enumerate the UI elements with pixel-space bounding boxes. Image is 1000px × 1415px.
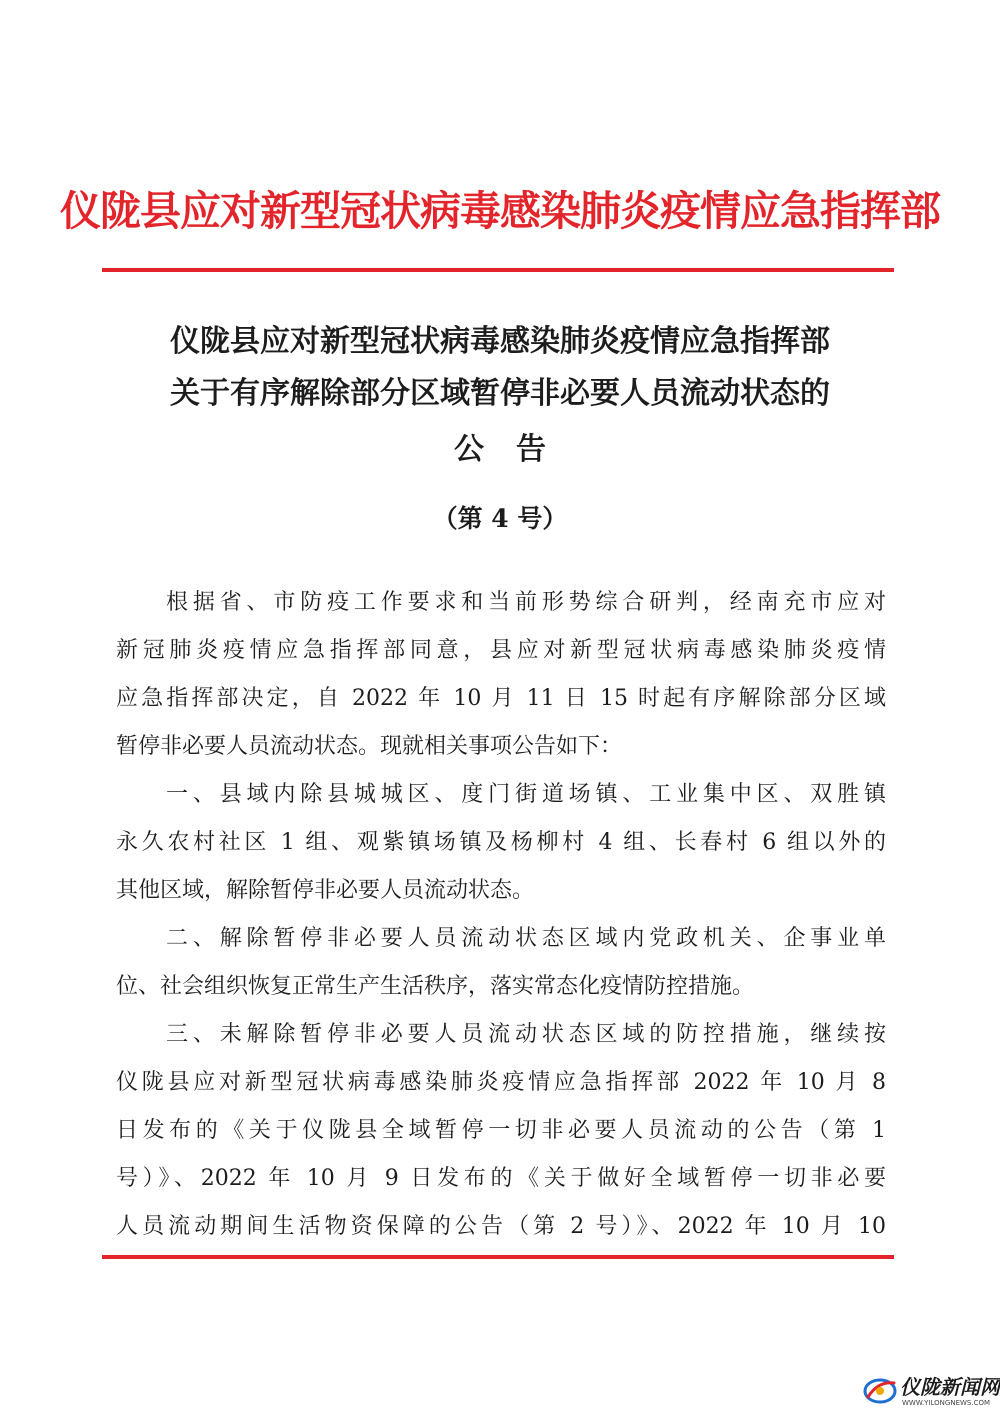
swirl-logo-icon xyxy=(862,1373,898,1407)
letterhead-title: 仪陇县应对新型冠状病毒感染肺炎疫情应急指挥部 xyxy=(60,187,940,235)
body-line: 新冠肺炎疫情应急指挥部同意，县应对新型冠状病毒感染肺炎疫情 xyxy=(116,638,886,663)
notice-title-line-1: 仪陇县应对新型冠状病毒感染肺炎疫情应急指挥部 xyxy=(170,324,830,359)
body-line: 应急指挥部决定，自 2022 年 10 月 11 日 15 时起有序解除部分区域 xyxy=(116,686,886,711)
red-divider-top xyxy=(102,268,894,272)
body-line: 根据省、市防疫工作要求和当前形势综合研判，经南充市应对 xyxy=(166,590,886,615)
body-line: 二、解除暂停非必要人员流动状态区域内党政机关、企事业单 xyxy=(166,926,886,951)
site-watermark-logo xyxy=(862,1373,1000,1409)
body-line: 永久农村社区 1 组、观紫镇场镇及杨柳村 4 组、长春村 6 组以外的 xyxy=(116,830,886,855)
body-line: 日发布的《关于仪陇县全域暂停一切非必要人员流动的公告（第 1 xyxy=(116,1118,886,1143)
body-line: 一、县域内除县城城区、度门街道场镇、工业集中区、双胜镇 xyxy=(166,782,886,807)
body-line: 位、社会组织恢复正常生产生活秩序，落实常态化疫情防控措施。 xyxy=(116,974,755,999)
body-line: 号）》、2022 年 10 月 9 日发布的《关于做好全域暂停一切非必要 xyxy=(116,1166,886,1191)
document-number: （第 4 号） xyxy=(432,504,568,533)
body-line: 暂停非必要人员流动状态。现就相关事项公告如下： xyxy=(116,734,623,759)
notice-title-line-3: 公告 xyxy=(454,432,578,467)
site-brand-name: 仪陇新闻网 xyxy=(900,1375,1000,1399)
body-line: 三、未解除暂停非必要人员流动状态区域的防控措施，继续按 xyxy=(166,1022,886,1047)
site-url: WWW.YILONGNEWS.COM xyxy=(902,1399,991,1407)
red-divider-bottom xyxy=(102,1255,894,1259)
body-line: 其他区域，解除暂停非必要人员流动状态。 xyxy=(116,878,535,903)
notice-title-line-2: 关于有序解除部分区域暂停非必要人员流动状态的 xyxy=(170,376,830,411)
body-line: 仪陇县应对新型冠状病毒感染肺炎疫情应急指挥部 2022 年 10 月 8 xyxy=(116,1070,886,1095)
body-line: 人员流动期间生活物资保障的公告（第 2 号）》、2022 年 10 月 10 xyxy=(116,1214,886,1239)
